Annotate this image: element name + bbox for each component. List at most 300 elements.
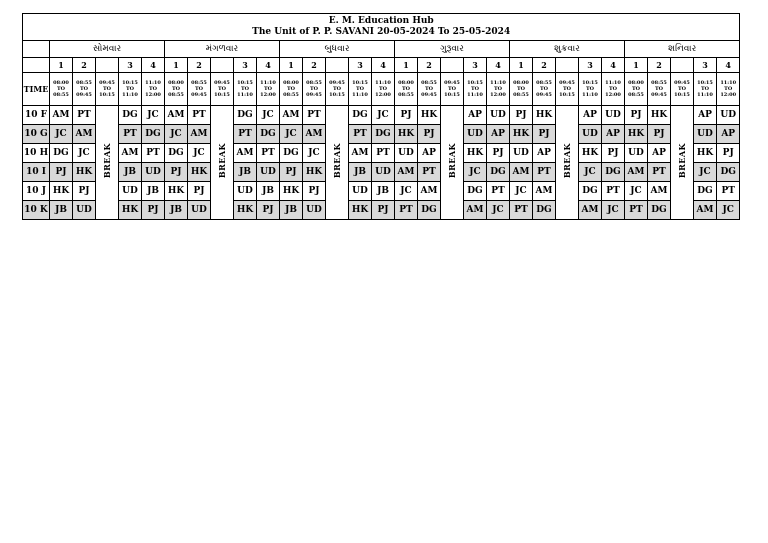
subject-cell: DG	[602, 163, 625, 182]
time-slot	[50, 73, 73, 106]
time-slot-line: TO	[562, 86, 572, 92]
subject-cell: DG	[717, 163, 740, 182]
time-slot	[694, 73, 717, 106]
time-slot	[73, 73, 96, 106]
time-slot-line: TO	[240, 86, 250, 92]
time-slot-line: 08:00	[53, 80, 69, 86]
time-slot	[625, 73, 648, 106]
time-slot-line: TO	[631, 86, 641, 92]
subject-cell: PJ	[73, 182, 96, 201]
subject-cell: HK	[533, 106, 556, 125]
subject-cell: DG	[464, 182, 487, 201]
time-slot-line: TO	[194, 86, 204, 92]
class-row	[23, 106, 740, 125]
period-number: 2	[303, 58, 326, 73]
subject-cell: DG	[234, 106, 257, 125]
class-row	[23, 144, 740, 163]
subject-cell: UD	[510, 144, 533, 163]
period-number: 2	[533, 58, 556, 73]
subject-cell: PJ	[602, 144, 625, 163]
time-slot	[464, 73, 487, 106]
subject-cell: PJ	[303, 182, 326, 201]
time-slot-line: TO	[79, 86, 89, 92]
subject-cell: AM	[625, 163, 648, 182]
subject-cell: HK	[579, 144, 602, 163]
subject-cell: PJ	[533, 125, 556, 144]
time-row	[23, 73, 740, 106]
subject-cell: PT	[119, 125, 142, 144]
subject-cell: PT	[625, 201, 648, 220]
subject-cell: DG	[372, 125, 395, 144]
subject-cell: UD	[464, 125, 487, 144]
time-slot	[211, 73, 234, 106]
time-slot-line: 08:55	[628, 92, 644, 98]
time-slot	[395, 73, 418, 106]
subject-cell: UD	[579, 125, 602, 144]
class-name: 10 J	[23, 182, 50, 201]
period-number: 4	[257, 58, 280, 73]
time-slot	[372, 73, 395, 106]
subject-cell: DG	[119, 106, 142, 125]
period-number: 2	[188, 58, 211, 73]
subject-cell: JC	[372, 106, 395, 125]
time-slot-line: TO	[332, 86, 342, 92]
subject-cell: AP	[694, 106, 717, 125]
time-slot-line: 08:55	[398, 92, 414, 98]
period-number	[671, 58, 694, 73]
subject-cell: PT	[188, 106, 211, 125]
subject-cell: UD	[257, 163, 280, 182]
period-number: 1	[50, 58, 73, 73]
period-number-row	[23, 58, 740, 73]
subject-cell: UD	[372, 163, 395, 182]
subject-cell: HK	[188, 163, 211, 182]
subject-cell: HK	[625, 125, 648, 144]
time-slot-line: 11:10	[697, 92, 713, 98]
time-slot-line: 09:45	[536, 92, 552, 98]
time-slot-line: 12:00	[720, 92, 737, 98]
day-name: શનિવાર	[625, 41, 740, 58]
time-slot	[165, 73, 188, 106]
time-slot-line: 10:15	[99, 92, 115, 98]
subject-cell: PJ	[372, 201, 395, 220]
subject-cell: AP	[579, 106, 602, 125]
subject-cell: AM	[579, 201, 602, 220]
subject-cell: HK	[234, 201, 257, 220]
subject-cell: AP	[418, 144, 441, 163]
time-slot-line: 10:15	[697, 80, 713, 86]
subject-cell: PJ	[648, 125, 671, 144]
subject-cell: JC	[165, 125, 188, 144]
subject-cell: JC	[73, 144, 96, 163]
time-slot-line: 11:10	[352, 92, 368, 98]
time-slot	[602, 73, 625, 106]
subject-cell: JB	[349, 163, 372, 182]
time-slot-line: 11:10	[145, 80, 161, 86]
schedule-subtitle: The Unit of P. P. SAVANI 20-05-2024 To 25-05-2024	[252, 27, 511, 37]
subject-cell: JB	[119, 163, 142, 182]
subject-cell: PT	[648, 163, 671, 182]
corner-blank	[23, 58, 50, 73]
time-slot-line: 09:45	[329, 80, 345, 86]
time-slot-line: 11:10	[260, 80, 276, 86]
subject-cell: AP	[602, 125, 625, 144]
period-number	[96, 58, 119, 73]
subject-cell: DG	[694, 182, 717, 201]
break-label: BREAK	[332, 143, 342, 179]
day-name: ગુરૂવાર	[395, 41, 510, 58]
subject-cell: DG	[280, 144, 303, 163]
subject-cell: PJ	[510, 106, 533, 125]
time-slot-line: 08:00	[168, 80, 184, 86]
time-slot-line: TO	[470, 86, 480, 92]
time-slot-line: 12:00	[605, 92, 621, 98]
subject-cell: UD	[349, 182, 372, 201]
subject-cell: JC	[694, 163, 717, 182]
subject-cell: PT	[418, 163, 441, 182]
subject-cell: DG	[648, 201, 671, 220]
time-slot-line: TO	[585, 86, 595, 92]
subject-cell: UD	[142, 163, 165, 182]
subject-cell: JC	[395, 182, 418, 201]
subject-cell: HK	[648, 106, 671, 125]
period-number: 3	[694, 58, 717, 73]
time-slot	[717, 73, 740, 106]
time-slot-line: TO	[309, 86, 319, 92]
subject-cell: AM	[234, 144, 257, 163]
break-column	[556, 106, 579, 220]
time-slot-line: 11:10	[122, 92, 138, 98]
time-slot-line: 10:15	[559, 92, 575, 98]
time-slot-line: 10:15	[467, 80, 483, 86]
subject-cell: DG	[533, 201, 556, 220]
time-slot	[648, 73, 671, 106]
period-number: 4	[372, 58, 395, 73]
time-slot-line: 09:45	[559, 80, 575, 86]
break-column	[211, 106, 234, 220]
time-slot-line: 10:15	[329, 92, 345, 98]
subject-cell: JB	[142, 182, 165, 201]
subject-cell: AM	[694, 201, 717, 220]
subject-cell: JB	[372, 182, 395, 201]
period-number: 3	[234, 58, 257, 73]
subject-cell: PJ	[625, 106, 648, 125]
timetable	[22, 13, 740, 220]
time-slot-line: 09:45	[214, 80, 230, 86]
subject-cell: UD	[395, 144, 418, 163]
subject-cell: HK	[165, 182, 188, 201]
period-number	[441, 58, 464, 73]
time-slot-line: TO	[677, 86, 687, 92]
time-slot	[579, 73, 602, 106]
time-slot-line: 08:55	[53, 92, 69, 98]
subject-cell: PT	[372, 144, 395, 163]
time-slot-line: 11:10	[605, 80, 621, 86]
subject-cell: PJ	[717, 144, 740, 163]
day-name: સોમવાર	[50, 41, 165, 58]
time-slot-line: TO	[286, 86, 296, 92]
time-slot-line: 09:45	[651, 92, 667, 98]
subject-cell: PT	[303, 106, 326, 125]
subject-cell: PT	[73, 106, 96, 125]
time-slot	[349, 73, 372, 106]
time-slot-line: TO	[171, 86, 181, 92]
subject-cell: JC	[280, 125, 303, 144]
time-slot-line: 10:15	[214, 92, 230, 98]
day-name: શુક્રવાર	[510, 41, 625, 58]
subject-cell: PJ	[165, 163, 188, 182]
subject-cell: JB	[280, 201, 303, 220]
time-slot-line: 08:55	[168, 92, 184, 98]
subject-cell: AM	[349, 144, 372, 163]
time-slot-line: 11:10	[582, 92, 598, 98]
subject-cell: UD	[73, 201, 96, 220]
subject-cell: JC	[602, 201, 625, 220]
subject-cell: PJ	[50, 163, 73, 182]
period-number: 1	[625, 58, 648, 73]
period-number: 3	[349, 58, 372, 73]
period-number: 4	[717, 58, 740, 73]
subject-cell: PJ	[487, 144, 510, 163]
period-number: 2	[73, 58, 96, 73]
time-slot-line: TO	[378, 86, 388, 92]
subject-cell: AP	[487, 125, 510, 144]
subject-cell: DG	[257, 125, 280, 144]
time-slot-line: 10:15	[444, 92, 460, 98]
time-slot-line: TO	[700, 86, 710, 92]
class-name: 10 F	[23, 106, 50, 125]
subject-cell: PT	[487, 182, 510, 201]
subject-cell: AP	[533, 144, 556, 163]
time-slot-line: TO	[263, 86, 273, 92]
subject-cell: JB	[234, 163, 257, 182]
institute-name: E. M. Education Hub	[328, 16, 434, 26]
break-column	[96, 106, 119, 220]
time-slot-line: TO	[102, 86, 112, 92]
subject-cell: PJ	[257, 201, 280, 220]
subject-cell: AM	[119, 144, 142, 163]
subject-cell: JC	[50, 125, 73, 144]
time-slot-line: TO	[493, 86, 503, 92]
subject-cell: PT	[717, 182, 740, 201]
time-slot	[533, 73, 556, 106]
period-number: 3	[464, 58, 487, 73]
period-number: 1	[510, 58, 533, 73]
subject-cell: JB	[257, 182, 280, 201]
subject-cell: UD	[303, 201, 326, 220]
time-slot	[257, 73, 280, 106]
subject-cell: AM	[303, 125, 326, 144]
subject-cell: HK	[119, 201, 142, 220]
break-column	[671, 106, 694, 220]
class-row	[23, 182, 740, 201]
time-slot-line: 10:15	[237, 80, 253, 86]
class-name: 10 K	[23, 201, 50, 220]
subject-cell: HK	[280, 182, 303, 201]
time-slot-line: 09:45	[444, 80, 460, 86]
subject-cell: JC	[303, 144, 326, 163]
subject-cell: JC	[188, 144, 211, 163]
break-label: BREAK	[447, 143, 457, 179]
time-slot-line: 08:55	[76, 80, 92, 86]
subject-cell: AM	[648, 182, 671, 201]
time-slot-line: 09:45	[99, 80, 115, 86]
time-slot-line: 12:00	[145, 92, 161, 98]
subject-cell: DG	[418, 201, 441, 220]
period-number: 1	[280, 58, 303, 73]
class-name: 10 I	[23, 163, 50, 182]
subject-cell: AP	[717, 125, 740, 144]
break-column	[441, 106, 464, 220]
time-slot	[280, 73, 303, 106]
day-header-row	[23, 41, 740, 58]
time-slot-line: 08:55	[283, 92, 299, 98]
class-row	[23, 201, 740, 220]
subject-cell: UD	[487, 106, 510, 125]
subject-cell: JC	[717, 201, 740, 220]
subject-cell: PT	[510, 201, 533, 220]
time-slot-line: 08:00	[628, 80, 644, 86]
subject-cell: HK	[694, 144, 717, 163]
time-slot-line: 10:15	[582, 80, 598, 86]
time-slot-line: 11:10	[237, 92, 253, 98]
subject-cell: HK	[303, 163, 326, 182]
subject-cell: AM	[533, 182, 556, 201]
subject-cell: JB	[165, 201, 188, 220]
class-row	[23, 125, 740, 144]
period-number: 1	[395, 58, 418, 73]
time-slot-line: 08:55	[513, 92, 529, 98]
subject-cell: UD	[188, 201, 211, 220]
timetable-header	[23, 14, 740, 41]
subject-cell: AM	[50, 106, 73, 125]
time-slot-line: 08:00	[283, 80, 299, 86]
time-slot-line: 10:15	[122, 80, 138, 86]
corner-blank	[23, 41, 50, 58]
time-slot	[188, 73, 211, 106]
subject-cell: DG	[165, 144, 188, 163]
period-number: 4	[602, 58, 625, 73]
period-number: 3	[579, 58, 602, 73]
time-slot-line: 08:55	[191, 80, 207, 86]
subject-cell: UD	[694, 125, 717, 144]
time-label: TIME	[23, 73, 50, 106]
subject-cell: UD	[625, 144, 648, 163]
period-number: 2	[418, 58, 441, 73]
time-slot-line: 08:55	[651, 80, 667, 86]
class-name: 10 G	[23, 125, 50, 144]
subject-cell: JC	[487, 201, 510, 220]
time-slot-line: 10:15	[674, 92, 690, 98]
subject-cell: PT	[142, 144, 165, 163]
subject-cell: JC	[510, 182, 533, 201]
subject-cell: JC	[464, 163, 487, 182]
subject-cell: UD	[602, 106, 625, 125]
time-slot-line: 08:00	[398, 80, 414, 86]
time-slot	[671, 73, 694, 106]
subject-cell: JB	[50, 201, 73, 220]
period-number: 4	[487, 58, 510, 73]
subject-cell: DG	[142, 125, 165, 144]
time-slot-line: 12:00	[260, 92, 276, 98]
subject-cell: AM	[464, 201, 487, 220]
time-slot	[487, 73, 510, 106]
time-slot-line: 09:45	[421, 92, 437, 98]
subject-cell: AM	[280, 106, 303, 125]
time-slot-line: TO	[424, 86, 434, 92]
subject-cell: JC	[142, 106, 165, 125]
time-slot-line: 11:10	[720, 80, 737, 86]
time-slot-line: TO	[539, 86, 549, 92]
period-number	[556, 58, 579, 73]
subject-cell: AM	[165, 106, 188, 125]
subject-cell: AM	[510, 163, 533, 182]
time-slot	[234, 73, 257, 106]
time-slot-line: 08:55	[421, 80, 437, 86]
subject-cell: HK	[418, 106, 441, 125]
time-slot	[326, 73, 349, 106]
subject-cell: PJ	[142, 201, 165, 220]
time-slot	[303, 73, 326, 106]
time-slot	[418, 73, 441, 106]
time-slot-line: 11:10	[490, 80, 506, 86]
subject-cell: PJ	[280, 163, 303, 182]
time-slot-line: TO	[447, 86, 457, 92]
subject-cell: AM	[188, 125, 211, 144]
time-slot	[510, 73, 533, 106]
time-slot-line: 08:55	[536, 80, 552, 86]
subject-cell: JC	[257, 106, 280, 125]
time-slot-line: TO	[148, 86, 158, 92]
time-slot-line: 09:45	[306, 92, 322, 98]
time-slot-line: 08:00	[513, 80, 529, 86]
class-row	[23, 163, 740, 182]
time-slot-line: TO	[401, 86, 411, 92]
time-slot-line: TO	[516, 86, 526, 92]
period-number	[326, 58, 349, 73]
time-slot-line: 09:45	[674, 80, 690, 86]
break-label: BREAK	[562, 143, 572, 179]
subject-cell: HK	[510, 125, 533, 144]
break-column	[326, 106, 349, 220]
time-slot-line: 10:15	[352, 80, 368, 86]
class-name: 10 H	[23, 144, 50, 163]
period-number	[211, 58, 234, 73]
time-slot-line: TO	[654, 86, 664, 92]
subject-cell: DG	[487, 163, 510, 182]
time-slot-line: 12:00	[490, 92, 506, 98]
subject-cell: DG	[50, 144, 73, 163]
time-slot-line: 08:55	[306, 80, 322, 86]
day-name: બુધવાર	[280, 41, 395, 58]
time-slot-line: TO	[217, 86, 227, 92]
subject-cell: JC	[579, 163, 602, 182]
subject-cell: HK	[50, 182, 73, 201]
subject-cell: PJ	[395, 106, 418, 125]
subject-cell: PT	[349, 125, 372, 144]
subject-cell: HK	[464, 144, 487, 163]
time-slot-line: TO	[56, 86, 66, 92]
subject-cell: DG	[349, 106, 372, 125]
subject-cell: UD	[717, 106, 740, 125]
subject-cell: AM	[395, 163, 418, 182]
subject-cell: JC	[625, 182, 648, 201]
day-name: મંગળવાર	[165, 41, 280, 58]
subject-cell: PT	[234, 125, 257, 144]
subject-cell: PT	[602, 182, 625, 201]
period-number: 2	[648, 58, 671, 73]
time-slot-line: 12:00	[375, 92, 391, 98]
